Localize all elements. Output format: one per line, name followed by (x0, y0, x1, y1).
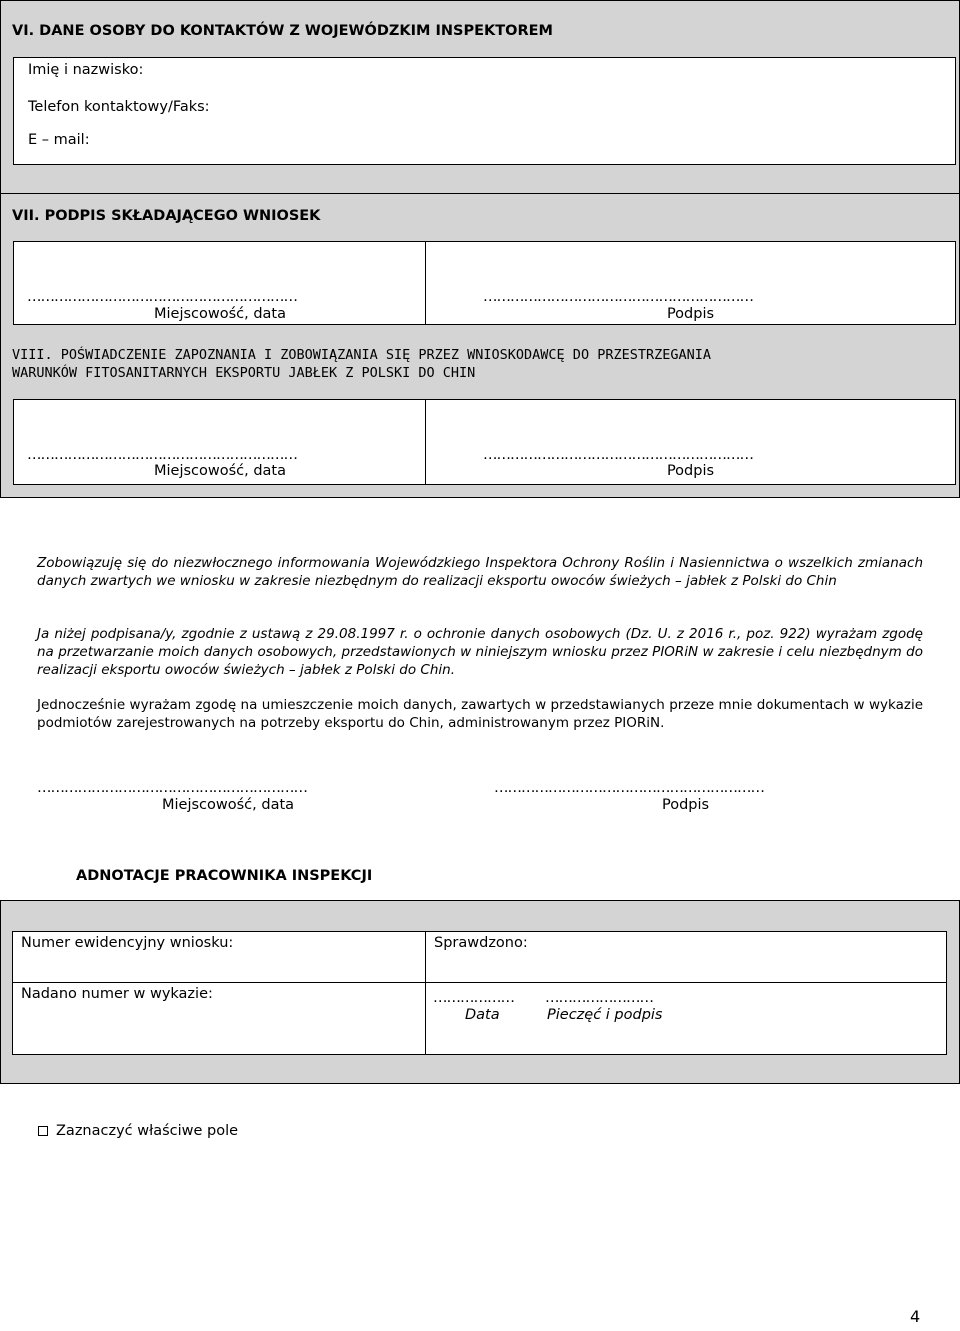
checkbox-icon (38, 1126, 48, 1136)
annotations-title: ADNOTACJE PRACOWNIKA INSPEKCJI (76, 868, 373, 884)
declaration-signature-caption: Podpis (666, 463, 715, 479)
phone-field-label: Telefon kontaktowy/Faks: (28, 99, 210, 115)
final-place-date-caption: Miejscowość, data (162, 797, 295, 813)
final-signature-dots: …………………………………………………… (494, 780, 764, 796)
reg-number-label: Numer ewidencyjny wniosku: (21, 935, 234, 951)
assigned-number-label: Nadano numer w wykazie: (21, 986, 213, 1002)
checkbox-note-text: Zaznaczyć właściwe pole (56, 1123, 239, 1139)
annotations-vertical-divider (425, 931, 426, 1055)
applicant-signature-caption: Podpis (666, 306, 715, 322)
obligation-paragraph: Zobowiązuję się do niezwłocznego informowania Wojewódzkiego Inspektora Ochrony Roślin i Nasiennictwa o wszelkich zmianach danych zwartych we wniosku w zakresie niezbędnym do realizacji eksportu owoców świeżych – jabłek z Polski do Chin (37, 555, 923, 589)
check-date-dots: ……………… (433, 990, 514, 1006)
declaration-place-date-dots: …………………………………………………… (27, 447, 297, 463)
section-7-title: VII. PODPIS SKŁADAJĄCEGO WNIOSEK (12, 208, 321, 224)
applicant-place-date-caption: Miejscowość, data (153, 306, 287, 322)
stamp-signature-dots: …………………… (545, 990, 653, 1006)
data-processing-consent-paragraph: Ja niżej podpisana/y, zgodnie z ustawą z 29.08.1997 r. o ochronie danych osobowych (Dz. U. z 2016 r., poz. 922) wyrażam zgodę na przetwarzanie moich danych osobowych, przedstawionych w niniejszym wniosku przez PIORiN w zakresie i celu niezbędnym do realizacji eksportu owoców świeżych – jabłek z Polski do Chin. (37, 626, 923, 678)
annotations-horizontal-divider (12, 982, 947, 983)
name-field-label: Imię i nazwisko: (28, 62, 144, 78)
applicant-signature-dots: …………………………………………………… (483, 289, 753, 305)
declaration-place-date-caption: Miejscowość, data (153, 463, 287, 479)
final-signature-caption: Podpis (662, 797, 710, 813)
section-8-title-line1: VIII. POŚWIADCZENIE ZAPOZNANIA I ZOBOWIĄZANIA SIĘ PRZEZ WNIOSKODAWCĘ DO PRZESTRZEGANIA (12, 347, 711, 363)
page-number: 4 (910, 1307, 921, 1326)
declaration-signature-dots: …………………………………………………… (483, 447, 753, 463)
section-6-title: VI. DANE OSOBY DO KONTAKTÓW Z WOJEWÓDZKIM INSPEKTOREM (12, 23, 553, 39)
registry-consent-paragraph: Jednocześnie wyrażam zgodę na umieszczenie moich danych, zawartych w przedstawianych przeze mnie dokumentach w wykazie podmiotów zarejestrowanych na potrzeby eksportu do Chin, administrowanym przez PIORiN. (37, 697, 923, 731)
check-date-caption: Data (465, 1007, 500, 1023)
stamp-signature-caption: Pieczęć i podpis (547, 1007, 663, 1023)
email-field-label: E – mail: (28, 132, 90, 148)
checkbox-note (38, 1122, 238, 1140)
final-place-date-dots: …………………………………………………… (37, 780, 307, 796)
applicant-place-date-dots: …………………………………………………… (27, 289, 297, 305)
checked-label: Sprawdzono: (434, 935, 528, 951)
section-8-title-line2: WARUNKÓW FITOSANITARNYCH EKSPORTU JABŁEK Z POLSKI DO CHIN (12, 365, 476, 381)
